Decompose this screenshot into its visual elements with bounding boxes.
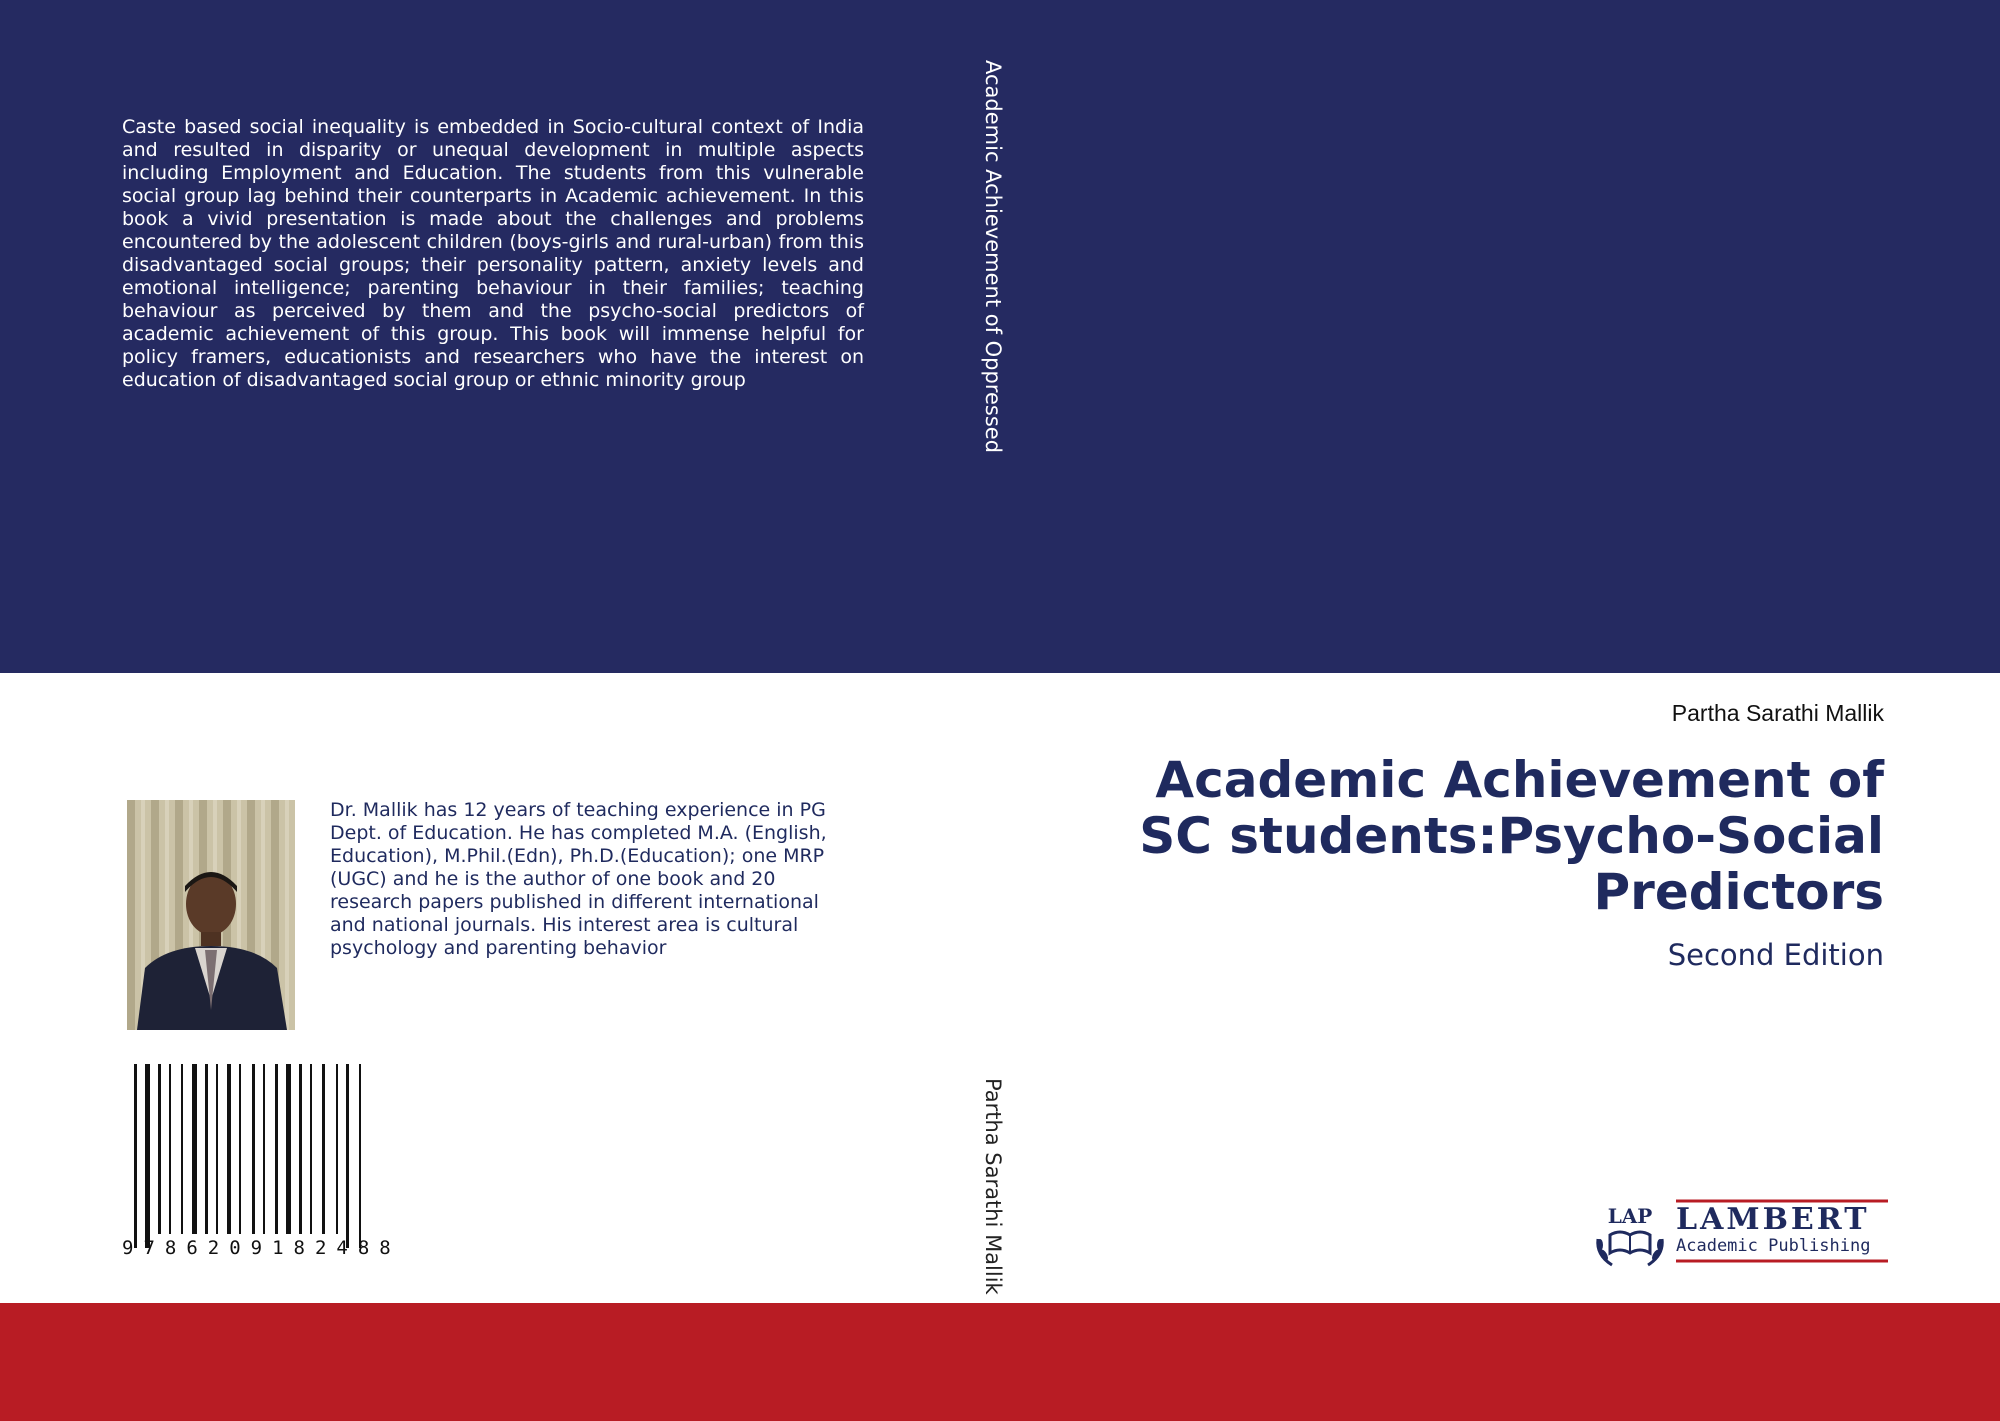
book-title: Academic Achievement of SC students:Psycho-Social Predictors [1139, 751, 1884, 921]
back-cover-blurb: Caste based social inequality is embedded in Socio-cultural context of India and resulted in disparity or unequal development in multiple aspects including Employment and Education. The students from this vulnerable social group lag behind their counterparts in Academic achievement. In this book a vivid presentation is made about the challenges and problems encountered by the adolescent children (boys-girls and rural-urban) from this disadvantaged social groups; their personality pattern, anxiety levels and emotional intelligence; parenting behaviour in their families; teaching behaviour as perceived by them and the psycho-social predictors of academic achievement of this group. This book will immense helpful for policy framers, educationists and researchers who have the interest on education of disadvantaged social group or ethnic minority group [122, 116, 864, 391]
author-photo [127, 800, 295, 1030]
barcode-bar [286, 1064, 291, 1234]
barcode-bar [169, 1064, 171, 1234]
barcode-bar [275, 1064, 278, 1234]
barcode-bar [239, 1064, 241, 1234]
red-band [0, 1303, 2000, 1421]
barcode-bar [181, 1064, 183, 1234]
publisher-subtitle: Academic Publishing [1676, 1236, 1871, 1256]
barcode-bar [336, 1064, 338, 1234]
publisher-logo [1590, 1195, 1890, 1271]
barcode-bar [145, 1064, 150, 1248]
barcode-bar [216, 1064, 218, 1234]
barcode-bar [346, 1064, 349, 1248]
edition-label: Second Edition [1667, 938, 1884, 972]
barcode-bar [322, 1064, 325, 1234]
barcode-bar [263, 1064, 265, 1234]
isbn-digits: 9786209182488 [122, 1237, 401, 1259]
barcode-bar [205, 1064, 208, 1234]
barcode-bar [158, 1064, 161, 1234]
publisher-name: LAMBERT [1676, 1202, 1870, 1237]
barcode-bar [227, 1064, 231, 1234]
barcode-bar [134, 1064, 137, 1248]
barcode-bar [310, 1064, 312, 1234]
front-author-name: Partha Sarathi Mallik [1671, 700, 1884, 726]
open-book-laurel-icon [1597, 1204, 1663, 1265]
barcode-bar [359, 1064, 361, 1248]
barcode-bar [192, 1064, 197, 1234]
spine-title: Academic Achievement of Oppressed [981, 60, 1005, 454]
logo-initials: LAP [1607, 1204, 1653, 1228]
author-bio: Dr. Mallik has 12 years of teaching experience in PG Dept. of Education. He has completed M.A. (English, Education), M.Phil.(Edn), Ph.D.(Education); one MRP (UGC) and he is the author of one book and 20 research papers published in different international and national journals. His interest area is cultural psychology and parenting behavior [330, 799, 827, 959]
spine-author: Partha Sarathi Mallik [981, 1078, 1005, 1295]
barcode-bar [252, 1064, 255, 1234]
barcode-bar [299, 1064, 302, 1234]
barcode [120, 1064, 450, 1264]
